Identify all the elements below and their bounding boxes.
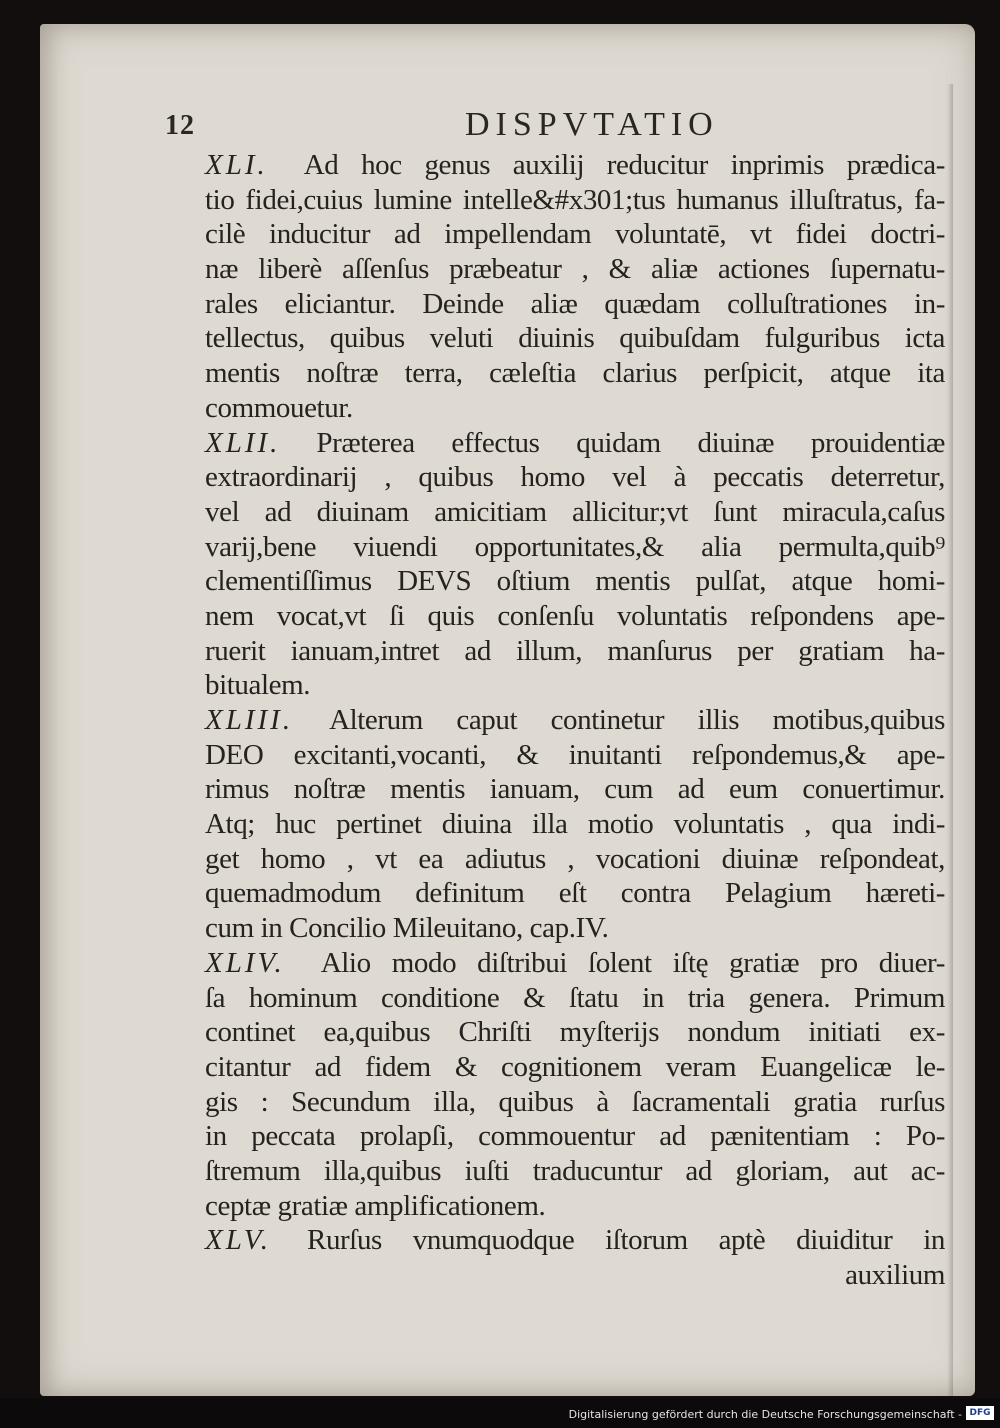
line-text: bitualem. <box>205 669 311 702</box>
text-line <box>205 495 945 530</box>
text-line <box>205 668 945 703</box>
text-line <box>205 1258 945 1293</box>
text-line <box>205 460 945 495</box>
line-text: quemadmodum definitum eſt contra Pelagium hæreti- <box>205 877 945 910</box>
text-line <box>205 772 945 807</box>
text-line <box>205 252 945 287</box>
text-line <box>205 1189 945 1224</box>
line-text: citantur ad fidem & cognitionem veram Euangelicæ le- <box>205 1050 945 1083</box>
line-text: vel ad diuinam amicitiam allicitur;vt ſunt miracula,caſus <box>205 495 945 528</box>
text-line <box>205 738 945 773</box>
text-line <box>205 807 945 842</box>
text-line <box>205 634 945 669</box>
text-line <box>205 876 945 911</box>
line-text: auxilium <box>845 1259 945 1291</box>
line-text: continet ea,quibus Chriſti myſterijs nondum initiati ex- <box>205 1016 945 1049</box>
line-text: Præterea effectus quidam diuinæ prouidentiæ <box>316 426 945 459</box>
line-text: tellectus, quibus veluti diuinis quibuſdam fulguribus icta <box>205 322 945 355</box>
text-line <box>205 599 945 634</box>
thesis-number: XLII. <box>205 426 281 459</box>
text-line <box>205 1050 945 1085</box>
line-text: Ad hoc genus auxilij reducitur inprimis prædica- <box>303 149 945 181</box>
text-line <box>205 703 945 738</box>
line-text: ruerit ianuam,intret ad illum, manſurus per gratiam ha- <box>205 634 945 667</box>
line-text: cum in Concilio Mileuitano, cap.IV. <box>205 912 609 945</box>
text-line <box>205 911 945 946</box>
text-line <box>205 148 945 183</box>
line-text: Alterum caput continetur illis motibus,quibus <box>329 704 945 736</box>
text-line <box>205 1223 945 1258</box>
line-text: gis : Secundum illa, quibus à ſacramentali gratia rurſus <box>205 1085 945 1118</box>
line-text: rales eliciantur. Deinde aliæ quædam colluſtrationes in- <box>205 287 945 320</box>
text-line <box>205 1085 945 1120</box>
running-title: DISPVTATIO <box>465 106 719 143</box>
line-text: commouetur. <box>205 391 353 424</box>
text-line <box>205 530 945 565</box>
thesis-number: XLIII. <box>205 704 294 736</box>
funding-credit: Digitalisierung gefördert durch die Deutsche Forschungsgemeinschaft - <box>568 1408 962 1421</box>
thesis-number: XLIV. <box>205 946 285 979</box>
line-text: ſtremum illa,quibus iuſti traducuntur ad gloriam, aut ac- <box>205 1154 945 1187</box>
text-line <box>205 426 945 461</box>
text-line <box>205 183 945 218</box>
line-text: mentis noſtræ terra, cæleſtia clarius perſpicit, atque ita <box>205 357 945 390</box>
line-text: get homo , vt ea adiutus , vocationi diuinæ reſpondeat, <box>205 842 945 875</box>
text-line <box>205 356 945 391</box>
line-text: tio fidei,cuius lumine intelle&#x301;tus humanus illuſtratus, fa- <box>205 183 945 216</box>
dfg-logo: DFG <box>966 1406 994 1420</box>
text-line <box>205 842 945 877</box>
line-text: ſa hominum conditione & ſtatu in tria genera. Primum <box>205 981 945 1014</box>
line-text: rimus noſtræ mentis ianuam, cum ad eum conuertimur. <box>205 773 945 806</box>
text-line <box>205 321 945 356</box>
page-edge-shadow <box>947 84 953 1404</box>
text-line <box>205 1154 945 1189</box>
line-text: cilè inducitur ad impellendam voluntatē, vt fidei doctri- <box>205 218 945 251</box>
line-text: ceptæ gratiæ amplificationem. <box>205 1189 546 1222</box>
line-text: in peccata prolapſi, commouentur ad pænitentiam : Po- <box>205 1120 945 1153</box>
running-head <box>165 88 965 148</box>
line-text: extraordinarij , quibus homo vel à peccatis deterretur, <box>205 461 945 494</box>
line-text: clementiſſimus DEVS oſtium mentis pulſat, atque homi- <box>205 565 945 598</box>
text-line <box>205 217 945 252</box>
line-text: Rurſus vnumquodque iſtorum aptè diuiditur in <box>307 1224 945 1257</box>
thesis-number: XLI. <box>205 149 268 181</box>
text-line <box>205 1119 945 1154</box>
line-text: nem vocat,vt ſi quis conſenſu voluntatis reſpondens ape- <box>205 599 945 632</box>
text-line <box>205 981 945 1016</box>
text-line <box>205 287 945 322</box>
line-text: DEO excitanti,vocanti, & inuitanti reſpondemus,& ape- <box>205 738 945 771</box>
line-text: næ liberè aſſenſus præbeatur , & aliæ actiones ſupernatu- <box>205 253 945 286</box>
text-line <box>205 1015 945 1050</box>
body-text <box>205 148 945 1293</box>
text-line <box>205 391 945 426</box>
thesis-number: XLV. <box>205 1224 271 1257</box>
page-number: 12 <box>165 110 195 141</box>
digitization-footer <box>0 1398 1000 1428</box>
line-text: varij,bene viuendi opportunitates,& alia permulta,quib⁹ <box>205 530 945 563</box>
text-line <box>205 564 945 599</box>
line-text: Alio modo diſtribui ſolent iſtę gratiæ pro diuer- <box>320 946 945 979</box>
text-line <box>205 946 945 981</box>
line-text: Atq; huc pertinet diuina illa motio voluntatis , qua indi- <box>205 808 945 841</box>
